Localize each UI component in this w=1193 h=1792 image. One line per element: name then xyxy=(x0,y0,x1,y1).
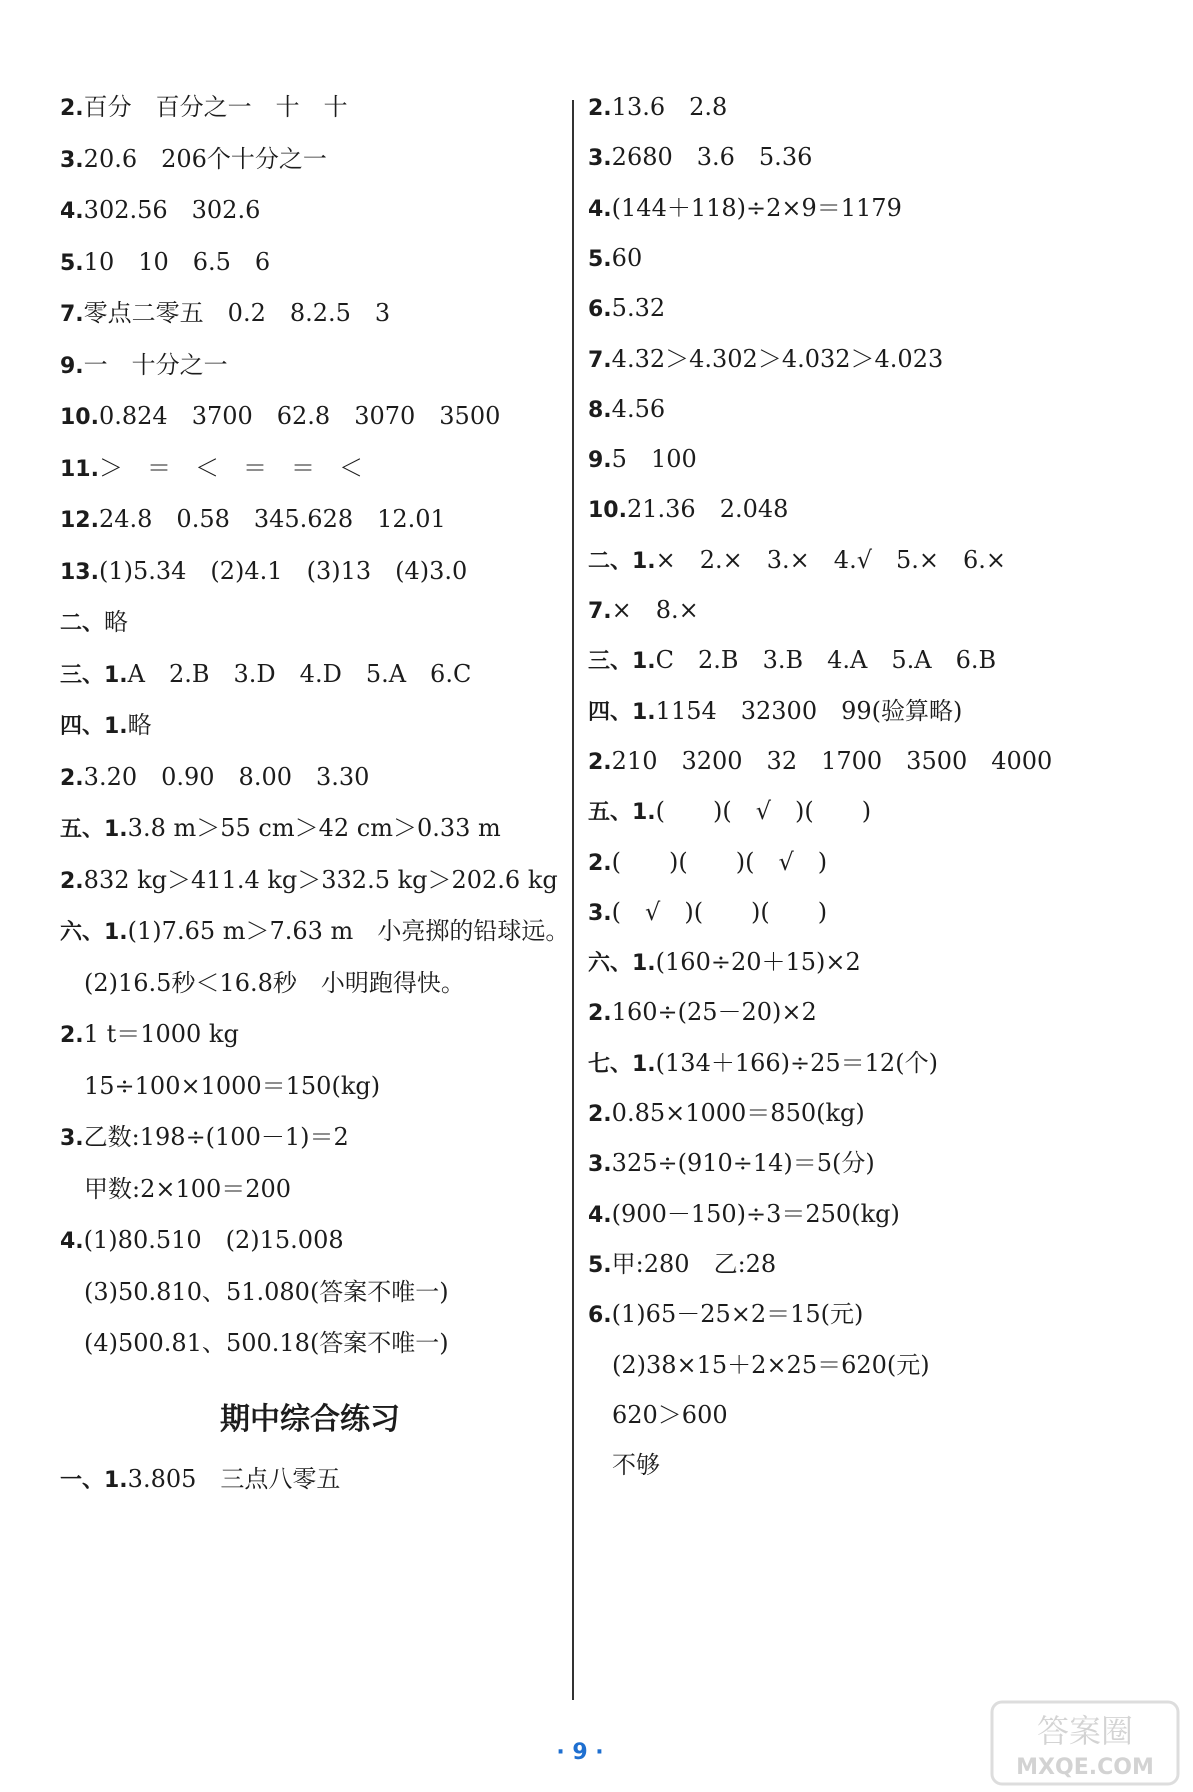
answer-line xyxy=(84,1328,449,1360)
answer-line xyxy=(60,710,152,742)
answer-number: 三、1. xyxy=(588,649,656,675)
answer-text: 13.6 2.8 xyxy=(611,93,728,121)
answer-text: 620＞600 xyxy=(612,1400,728,1429)
answer-text: (2)16.5秒＜16.8秒 小明跑得快。 xyxy=(84,968,465,997)
answer-text: × 8.× xyxy=(611,596,699,624)
answer-line xyxy=(588,494,788,526)
answer-text: 甲数:2×100＝200 xyxy=(84,1174,292,1203)
answer-line xyxy=(60,916,569,948)
answer-text: (1)7.65 m＞7.63 m 小亮掷的铅球远。 xyxy=(127,917,570,945)
answer-line xyxy=(60,813,501,845)
answer-text: (160÷20＋15)×2 xyxy=(655,948,861,977)
answer-number: 七、1. xyxy=(588,1051,656,1077)
answer-number: 六、1. xyxy=(60,920,128,945)
answer-text: 21.36 2.048 xyxy=(626,495,789,524)
answer-number: 二、 xyxy=(60,611,105,636)
answer-number: 2. xyxy=(588,850,612,876)
answer-text: (144＋118)÷2×9＝1179 xyxy=(611,193,902,222)
answer-number: 10. xyxy=(588,498,627,524)
answer-line xyxy=(588,796,871,828)
answer-number: 7. xyxy=(588,599,612,624)
answer-text: 乙数:198÷(100－1)＝2 xyxy=(83,1123,349,1151)
answer-text: (4)500.81、500.18(答案不唯一) xyxy=(84,1329,449,1357)
answer-line xyxy=(588,293,665,325)
answer-line xyxy=(588,595,699,627)
answer-text: (2)38×15＋2×25＝620(元) xyxy=(612,1350,930,1379)
answer-number: 五、1. xyxy=(588,800,656,826)
answer-text: 3.8 m＞55 cm＞42 cm＞0.33 m xyxy=(127,814,501,842)
answer-line xyxy=(588,746,1052,778)
answer-number: 3. xyxy=(60,147,84,173)
answer-line xyxy=(60,607,128,639)
answer-line xyxy=(588,193,902,225)
answer-line xyxy=(588,142,812,174)
answer-line xyxy=(60,1019,239,1051)
answer-line xyxy=(84,1277,449,1309)
answer-text: 10 10 6.5 6 xyxy=(83,247,271,276)
answer-text: (1)80.510 (2)15.008 xyxy=(83,1226,344,1254)
answer-line xyxy=(612,1400,728,1432)
answer-text: 1 t＝1000 kg xyxy=(83,1020,239,1048)
answer-number: 2. xyxy=(588,749,612,775)
answer-line xyxy=(60,1122,349,1154)
answer-number: 四、1. xyxy=(588,699,656,725)
answer-text: 0.85×1000＝850(kg) xyxy=(611,1099,865,1127)
answer-line xyxy=(588,1249,776,1281)
answer-number: 2. xyxy=(60,96,84,121)
answer-line xyxy=(60,298,390,330)
answer-line xyxy=(60,247,270,279)
answer-line xyxy=(588,645,996,677)
answer-text: × 2.× 3.× 4.√ 5.× 6.× xyxy=(655,545,1007,574)
answer-line xyxy=(60,144,327,176)
answer-line xyxy=(588,1299,863,1331)
answer-number: 2. xyxy=(588,1001,612,1027)
answer-text: ( )( )( √ ) xyxy=(611,847,828,876)
answer-line xyxy=(588,1098,865,1130)
answer-number: 6. xyxy=(588,1303,612,1329)
answer-line xyxy=(612,1350,930,1382)
answer-text: 3.805 三点八零五 xyxy=(127,1465,341,1493)
answer-line xyxy=(60,350,228,382)
answer-number: 5. xyxy=(588,1252,612,1278)
answer-number: 三、1. xyxy=(60,662,128,688)
answer-line xyxy=(588,444,697,476)
answer-line xyxy=(588,1199,900,1231)
answer-number: 9. xyxy=(60,353,84,379)
answer-line xyxy=(60,92,348,124)
answer-text: 5.32 xyxy=(611,294,666,323)
answer-text: (1)65－25×2＝15(元) xyxy=(611,1300,864,1329)
answer-line xyxy=(84,1071,380,1103)
answer-text: 302.56 302.6 xyxy=(83,196,261,224)
page-number: · 9 · xyxy=(556,1740,604,1765)
watermark-url: MXQE.COM xyxy=(1016,1755,1154,1780)
answer-number: 8. xyxy=(588,397,612,423)
answer-number: 13. xyxy=(60,559,99,585)
answer-line xyxy=(588,1148,875,1180)
answer-line xyxy=(588,1048,938,1080)
watermark-logo xyxy=(990,1700,1180,1786)
answer-text: 15÷100×1000＝150(kg) xyxy=(84,1071,381,1100)
answer-number: 12. xyxy=(60,508,99,533)
answer-line xyxy=(588,92,727,124)
answer-number: 3. xyxy=(588,1152,612,1178)
answer-number: 6. xyxy=(588,297,612,323)
answer-line xyxy=(588,696,962,728)
answer-text: C 2.B 3.B 4.A 5.A 6.B xyxy=(655,646,997,675)
answer-text: 210 3200 32 1700 3500 4000 xyxy=(611,746,1053,775)
answer-text: 百分 百分之一 十 十 xyxy=(83,93,348,121)
answer-number: 2. xyxy=(588,96,612,121)
answer-text: ( √ )( )( ) xyxy=(611,897,828,926)
answer-line xyxy=(60,195,260,227)
answer-line xyxy=(588,344,943,376)
answer-text: 5 100 xyxy=(611,445,697,474)
answer-number: 4. xyxy=(588,196,612,222)
answer-line xyxy=(60,504,446,536)
answer-line xyxy=(588,997,817,1029)
answer-text: 4.32＞4.302＞4.032＞4.023 xyxy=(611,344,944,373)
answer-text: 4.56 xyxy=(611,394,666,423)
answer-number: 10. xyxy=(60,405,99,430)
answer-text: (900－150)÷3＝250(kg) xyxy=(611,1199,900,1228)
answer-number: 3. xyxy=(60,1126,84,1151)
answer-text: ＞ ＝ ＜ ＝ ＝ ＜ xyxy=(98,453,363,482)
answer-number: 一、1. xyxy=(60,1468,128,1493)
answer-number: 2. xyxy=(60,868,84,894)
answer-text: 1154 32300 99(验算略) xyxy=(655,696,963,725)
answer-line xyxy=(60,1225,344,1257)
answer-number: 5. xyxy=(60,250,84,276)
answer-text: 2680 3.6 5.36 xyxy=(611,143,813,172)
answer-number: 五、1. xyxy=(60,817,128,842)
answer-number: 7. xyxy=(588,347,612,373)
answer-number: 四、1. xyxy=(60,714,128,739)
answer-text: 略 xyxy=(104,608,129,636)
answer-text: (3)50.810、51.080(答案不唯一) xyxy=(84,1277,449,1306)
answer-line xyxy=(60,453,363,485)
answer-number: 六、1. xyxy=(588,951,656,977)
answer-number: 11. xyxy=(60,456,99,482)
answer-line xyxy=(60,401,500,433)
answer-number: 2. xyxy=(60,765,84,791)
answer-line xyxy=(84,1174,291,1206)
answer-number: 二、1. xyxy=(588,548,656,574)
answer-text: 甲:280 乙:28 xyxy=(611,1249,777,1278)
answer-number: 2. xyxy=(588,1102,612,1127)
answer-number: 4. xyxy=(60,1229,84,1254)
answer-number: 3. xyxy=(588,146,612,172)
answer-number: 4. xyxy=(588,1202,612,1228)
answer-text: (134＋166)÷25＝12(个) xyxy=(655,1048,938,1077)
answer-number: 2. xyxy=(60,1023,84,1048)
answer-text: 3.20 0.90 8.00 3.30 xyxy=(83,762,370,791)
answer-text: 832 kg＞411.4 kg＞332.5 kg＞202.6 kg xyxy=(83,865,558,894)
answer-text: 一 十分之一 xyxy=(83,350,228,379)
answer-number: 4. xyxy=(60,199,84,224)
answer-line xyxy=(84,968,465,1000)
answer-line xyxy=(588,947,861,979)
answer-line xyxy=(60,865,558,897)
answer-text: 0.824 3700 62.8 3070 3500 xyxy=(98,402,501,430)
watermark-text: 答案圈 xyxy=(1036,1712,1134,1750)
answer-text: 零点二零五 0.2 8.2.5 3 xyxy=(83,299,391,327)
answer-text: 60 xyxy=(611,243,643,272)
answer-number: 5. xyxy=(588,246,612,272)
answer-line-after-heading xyxy=(60,1464,340,1496)
answer-text: 略 xyxy=(127,711,152,739)
answer-number: 9. xyxy=(588,448,612,474)
answer-text: 20.6 206个十分之一 xyxy=(83,144,327,173)
answer-line xyxy=(588,545,1006,577)
answer-line xyxy=(588,394,665,426)
answer-text: (1)5.34 (2)4.1 (3)13 (4)3.0 xyxy=(98,556,468,585)
answer-number: 7. xyxy=(60,302,84,327)
answer-text: 160÷(25－20)×2 xyxy=(611,998,817,1027)
answer-line xyxy=(60,556,467,588)
answer-line xyxy=(60,762,369,794)
answer-text: 325÷(910÷14)＝5(分) xyxy=(611,1149,875,1178)
answer-text: ( )( √ )( ) xyxy=(655,797,872,826)
answer-text: 不够 xyxy=(612,1451,660,1480)
answer-line xyxy=(60,659,471,691)
answer-line xyxy=(588,897,827,929)
section-heading: 期中综合练习 xyxy=(220,1402,400,1437)
answer-line xyxy=(588,847,827,879)
answer-text: 24.8 0.58 345.628 12.01 xyxy=(98,505,446,533)
answer-line xyxy=(588,243,642,275)
answer-number: 3. xyxy=(588,900,612,926)
column-divider xyxy=(572,100,574,1700)
answer-line xyxy=(612,1450,660,1482)
answer-text: A 2.B 3.D 4.D 5.A 6.C xyxy=(127,659,472,688)
